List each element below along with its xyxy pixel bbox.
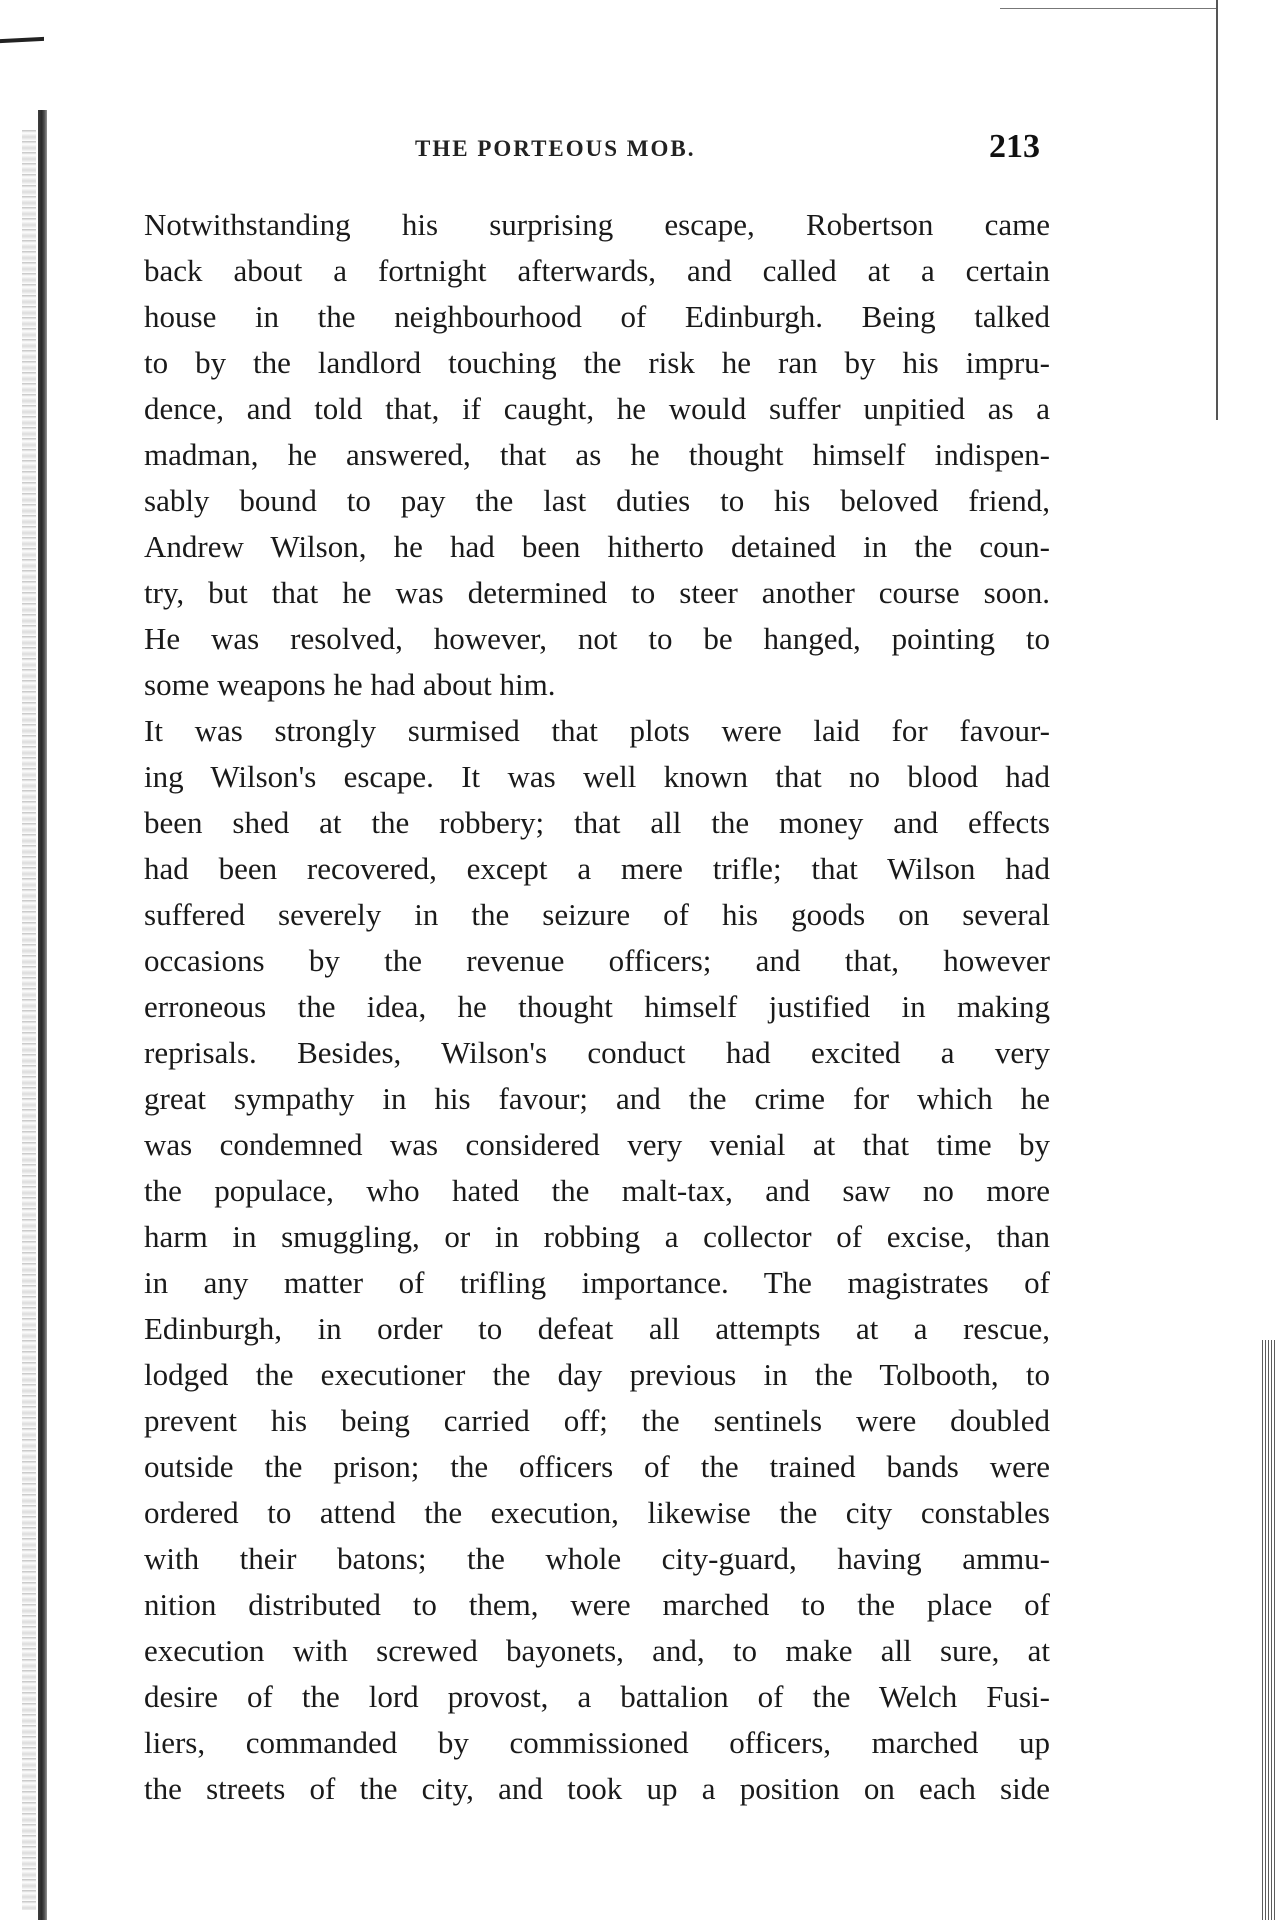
text-line: try, but that he was determined to steer another course soon. [144,575,1050,610]
scan-binding-shadow [22,130,36,1910]
text-line: outside the prison; the officers of the trained bands were [144,1449,1050,1484]
text-line: ordered to attend the execution, likewise the city constables [144,1495,1050,1530]
text-line: Andrew Wilson, he had been hitherto detained in the coun- [144,529,1050,564]
text-line: execution with screwed bayonets, and, to make all sure, at [144,1633,1050,1668]
scan-right-edge [1216,0,1218,420]
page-header [140,128,1050,168]
text-line: ing Wilson's escape. It was well known that no blood had [144,759,1050,794]
text-line: sably bound to pay the last duties to his beloved friend, [144,483,1050,518]
text-line: the populace, who hated the malt-tax, and saw no more [144,1173,1050,1208]
text-line: nition distributed to them, were marched to the place of [144,1587,1050,1622]
text-line: house in the neighbourhood of Edinburgh. Being talked [144,299,1050,334]
text-line: in any matter of trifling importance. The magistrates of [144,1265,1050,1300]
text-line: lodged the executioner the day previous in the Tolbooth, to [144,1357,1050,1392]
text-line: It was strongly surmised that plots were laid for favour- [144,713,1050,748]
scan-corner-mark [0,37,44,43]
scan-binding-edge [38,110,47,1920]
text-line: reprisals. Besides, Wilson's conduct had excited a very [144,1035,1050,1070]
scan-right-edge-pages [1262,1340,1276,1920]
text-line: was condemned was considered very venial at that time by [144,1127,1050,1162]
text-line: prevent his being carried off; the sentinels were doubled [144,1403,1050,1438]
text-line: dence, and told that, if caught, he would suffer unpitied as a [144,391,1050,426]
text-line: with their batons; the whole city-guard, having ammu- [144,1541,1050,1576]
text-line: suffered severely in the seizure of his goods on several [144,897,1050,932]
scan-top-edge [1000,8,1218,9]
text-line: Notwithstanding his surprising escape, Robertson came [144,207,1050,242]
text-line: back about a fortnight afterwards, and called at a certain [144,253,1050,288]
text-line: had been recovered, except a mere trifle; that Wilson had [144,851,1050,886]
text-line: desire of the lord provost, a battalion of the Welch Fusi- [144,1679,1050,1714]
text-line: occasions by the revenue officers; and that, however [144,943,1050,978]
text-line: madman, he answered, that as he thought himself indispen- [144,437,1050,472]
text-line: been shed at the robbery; that all the money and effects [144,805,1050,840]
text-line: He was resolved, however, not to be hanged, pointing to [144,621,1050,656]
body-text [144,202,1050,1812]
text-line: Edinburgh, in order to defeat all attempts at a rescue, [144,1311,1050,1346]
text-line: to by the landlord touching the risk he ran by his impru- [144,345,1050,380]
running-title: THE PORTEOUS MOB. [415,136,696,161]
text-line: erroneous the idea, he thought himself justified in making [144,989,1050,1024]
text-line: great sympathy in his favour; and the crime for which he [144,1081,1050,1116]
text-line: liers, commanded by commissioned officers, marched up [144,1725,1050,1760]
page-number: 213 [989,128,1040,165]
text-line: some weapons he had about him. [144,667,556,702]
text-line: harm in smuggling, or in robbing a collector of excise, than [144,1219,1050,1254]
text-line: the streets of the city, and took up a position on each side [144,1771,1050,1806]
